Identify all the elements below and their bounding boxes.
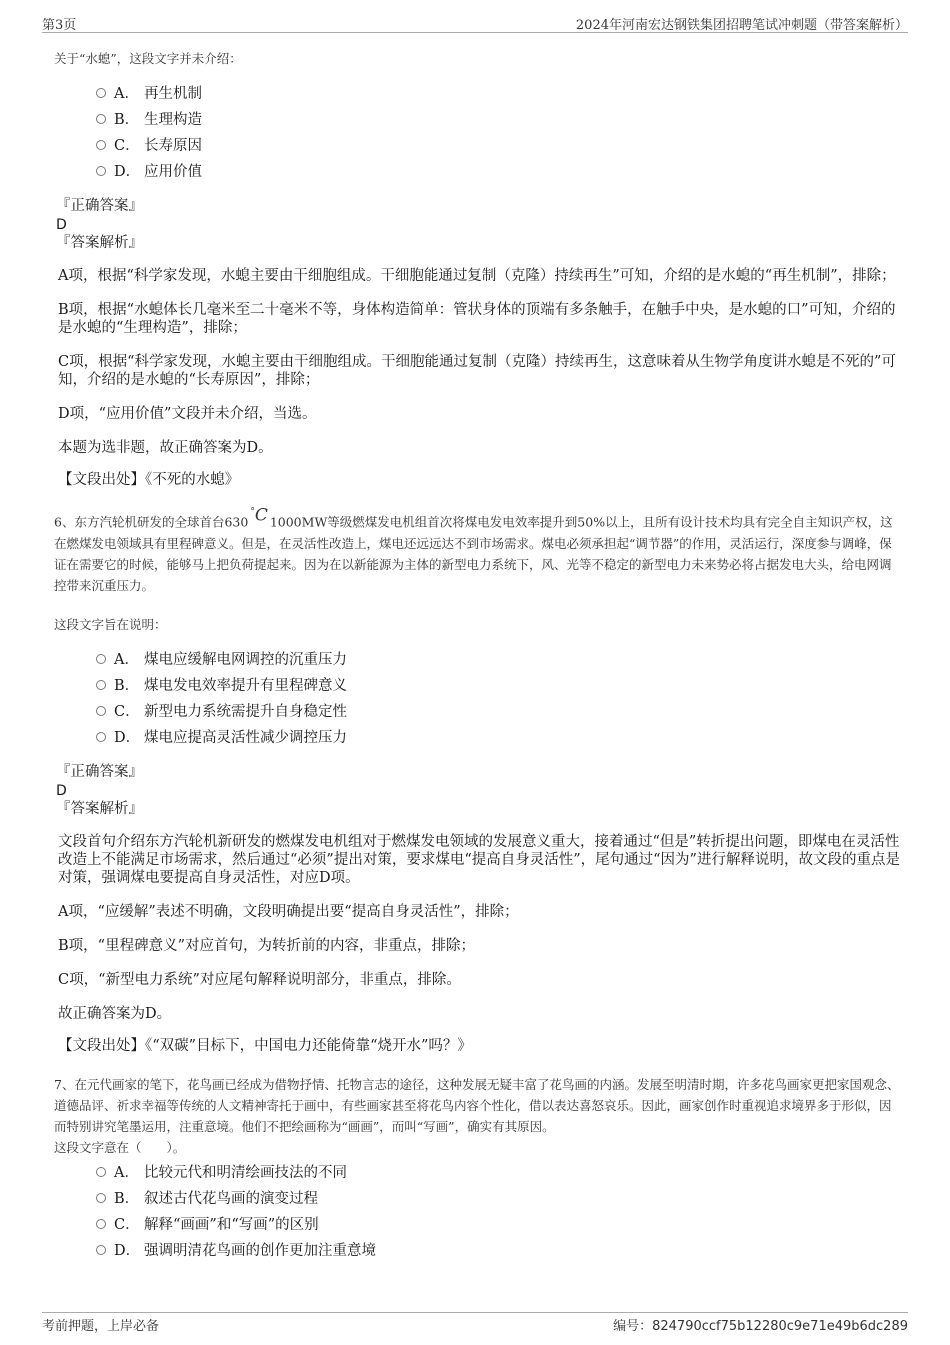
page-header bbox=[42, 14, 908, 33]
answer-label: 『正确答案』 bbox=[56, 763, 143, 780]
document-code: 编号：824790ccf75b12280c9e71e49b6dc289 bbox=[613, 1319, 908, 1334]
analysis-label: 『答案解析』 bbox=[56, 800, 143, 817]
question-5-option-a[interactable]: A． 再生机制 bbox=[96, 81, 900, 107]
question-6 bbox=[54, 505, 900, 1056]
source-citation: 【文段出处】《“双碳”目标下，中国电力还能倚靠“烧开水”吗？》 bbox=[58, 1037, 472, 1054]
question-5-options bbox=[96, 81, 900, 185]
question-7-options bbox=[96, 1160, 900, 1264]
question-7-option-c[interactable]: C． 解释“画画”和“写画”的区别 bbox=[96, 1212, 900, 1238]
answer-label: 『正确答案』 bbox=[56, 198, 143, 214]
radio-icon[interactable] bbox=[96, 732, 106, 742]
question-5-stem-tail: 关于“水螅”，这段文字并未介绍： bbox=[54, 51, 242, 66]
question-6-options bbox=[96, 647, 900, 751]
page-number: 第3页 bbox=[42, 18, 77, 33]
degree-celsius-symbol: °C bbox=[250, 505, 268, 526]
analysis-paragraph: 文段首句介绍东方汽轮机新研发的燃煤发电机组对于燃煤发电领域的发展意义重大，接着通过“但是”转折提出问题，即煤电在灵活性改造上不能满足市场需求，然后通过“必须”提出对策，要求煤电“提高自身灵活性”，尾句通过“因为”进行解释说明，故文段的重点是对策，强调煤电要提高自身灵活性，对应D项。 bbox=[58, 833, 900, 886]
question-6-option-b[interactable]: B． 煤电发电效率提升有里程碑意义 bbox=[96, 673, 900, 699]
answer-value: D bbox=[56, 782, 67, 799]
analysis-label: 『答案解析』 bbox=[56, 235, 143, 251]
question-7-option-b[interactable]: B． 叙述古代花鸟画的演变过程 bbox=[96, 1186, 900, 1212]
radio-icon[interactable] bbox=[96, 680, 106, 690]
source-citation: 【文段出处】《不死的水螅》 bbox=[58, 472, 240, 488]
radio-icon[interactable] bbox=[96, 1245, 106, 1255]
page-footer bbox=[42, 1312, 908, 1335]
page-content bbox=[54, 48, 900, 1276]
answer-value: D bbox=[56, 217, 67, 233]
question-6-option-d[interactable]: D． 煤电应提高灵活性减少调控压力 bbox=[96, 725, 900, 751]
radio-icon[interactable] bbox=[96, 706, 106, 716]
question-6-prompt: 这段文字旨在说明： bbox=[54, 616, 167, 632]
question-5-option-b[interactable]: B． 生理构造 bbox=[96, 107, 900, 133]
analysis-paragraph: A项，根据“科学家发现，水螅主要由干细胞组成。干细胞能通过复制（克隆）持续再生”可知，介绍的是水螅的“再生机制”，排除； bbox=[58, 268, 896, 284]
analysis-paragraph: C项，“新型电力系统”对应尾句解释说明部分，非重点，排除。 bbox=[58, 971, 461, 988]
question-6-stem: 6、东方汽轮机研发的全球首台630°C 1000MW等级燃煤发电机组首次将煤电发电效率提升到50%以上，且所有设计技术均具有完全自主知识产权，这在燃煤发电领域具有里程碑意义。但是，在灵活性改造上，煤电还远远达不到市场需求。煤电必须承担起“调节器”的作用，灵活运行，深度参与调峰，保证在需要它的时候，能够马上把负荷提起来。因为在以新能源为主体的新型电力系统下，风、光等不稳定的新型电力未来势必将占据发电大头，给电网调控带来沉重压力。 bbox=[54, 508, 900, 596]
radio-icon[interactable] bbox=[96, 166, 106, 176]
radio-icon[interactable] bbox=[96, 1219, 106, 1229]
analysis-paragraph: C项，根据“科学家发现，水螅主要由干细胞组成。干细胞能通过复制（克隆）持续再生，这意味着从生物学角度讲水螅是不死的”可知，介绍的是水螅的“长寿原因”，排除； bbox=[58, 354, 896, 388]
analysis-paragraph: B项，根据“水螅体长几毫米至二十毫米不等，身体构造简单：管状身体的顶端有多条触手，在触手中央，是水螅的口”可知，介绍的是水螅的“生理构造”，排除； bbox=[58, 302, 896, 336]
question-7 bbox=[54, 1074, 900, 1264]
footer-slogan: 考前押题，上岸必备 bbox=[42, 1319, 160, 1334]
question-6-option-c[interactable]: C． 新型电力系统需提升自身稳定性 bbox=[96, 699, 900, 725]
radio-icon[interactable] bbox=[96, 654, 106, 664]
question-5-option-d[interactable]: D． 应用价值 bbox=[96, 159, 900, 185]
question-5 bbox=[54, 48, 900, 490]
question-7-option-a[interactable]: A． 比较元代和明清绘画技法的不同 bbox=[96, 1160, 900, 1186]
analysis-paragraph: 本题为选非题，故正确答案为D。 bbox=[58, 440, 273, 456]
analysis-paragraph: D项，“应用价值”文段并未介绍，当选。 bbox=[58, 406, 317, 422]
radio-icon[interactable] bbox=[96, 1193, 106, 1203]
analysis-paragraph: B项，“里程碑意义”对应首句，为转折前的内容，非重点，排除； bbox=[58, 937, 475, 954]
radio-icon[interactable] bbox=[96, 140, 106, 150]
radio-icon[interactable] bbox=[96, 114, 106, 124]
question-5-option-c[interactable]: C． 长寿原因 bbox=[96, 133, 900, 159]
question-6-option-a[interactable]: A． 煤电应缓解电网调控的沉重压力 bbox=[96, 647, 900, 673]
question-7-option-d[interactable]: D． 强调明清花鸟画的创作更加注重意境 bbox=[96, 1238, 900, 1264]
question-7-stem: 7、在元代画家的笔下，花鸟画已经成为借物抒情、托物言志的途径，这种发展无疑丰富了花鸟画的内涵。发展至明清时期，许多花鸟画家更把家国观念、道德品评、祈求幸福等传统的人文精神寄托于画中，有些画家甚至将花鸟内容个性化，借以表达喜怒哀乐。因此，画家创作时重视追求境界多于形似，因而特别讲究笔墨运用，注重意境。他们不把绘画称为“画画”，而叫“写画”，确实有其原因。 bbox=[54, 1076, 900, 1134]
question-7-prompt: 这段文字意在（ ）。 bbox=[54, 1139, 186, 1155]
radio-icon[interactable] bbox=[96, 88, 106, 98]
analysis-paragraph: 故正确答案为D。 bbox=[58, 1005, 172, 1022]
radio-icon[interactable] bbox=[96, 1167, 106, 1177]
analysis-paragraph: A项，“应缓解”表述不明确，文段明确提出要“提高自身灵活性”，排除； bbox=[58, 903, 519, 920]
document-title: 2024年河南宏达钢铁集团招聘笔试冲刺题（带答案解析） bbox=[575, 18, 908, 33]
